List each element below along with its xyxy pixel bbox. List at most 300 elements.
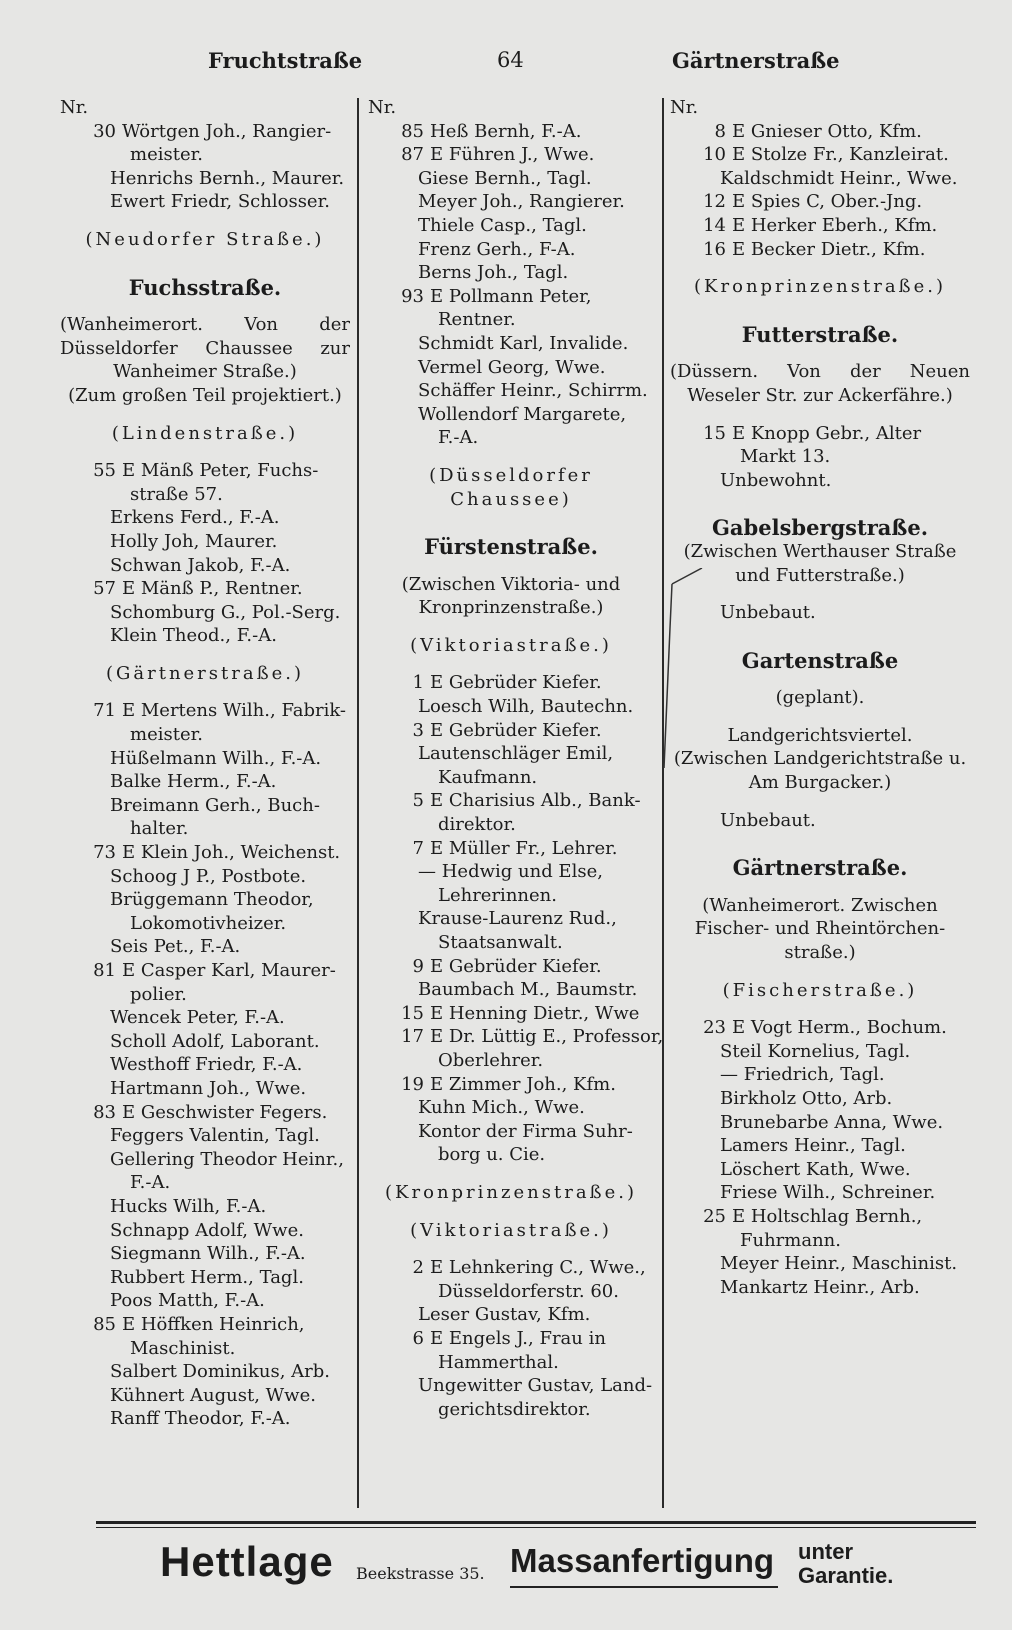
entry-text: (Zwischen Viktoria- und — [401, 573, 621, 595]
entry-text: E Gebrüder Kiefer. — [430, 672, 602, 694]
resident-entry — [60, 1030, 350, 1054]
resident-entry — [670, 120, 970, 144]
resident-entry — [670, 1181, 970, 1205]
house-number: 83 — [93, 1101, 116, 1123]
entry-text: Schwan Jakob, F.-A. — [110, 554, 291, 576]
resident-entry — [670, 1087, 970, 1111]
entry-text: Poos Matth, F.-A. — [110, 1290, 265, 1312]
resident-entry — [670, 809, 970, 833]
resident-entry — [670, 1040, 970, 1064]
entry-text: Heß Bernh, F.-A. — [430, 120, 582, 142]
house-number: 57 — [93, 578, 116, 600]
entry-text: F.-A. — [130, 1172, 171, 1194]
resident-entry — [60, 770, 350, 794]
resident-entry — [368, 1073, 654, 1097]
street-heading — [60, 276, 350, 300]
resident-entry — [60, 1360, 350, 1384]
resident-entry — [368, 1280, 654, 1304]
entry-text: F.-A. — [438, 427, 479, 449]
entry-text: E Gebrüder Kiefer. — [430, 955, 602, 977]
house-number: 9 — [412, 955, 424, 977]
resident-entry — [368, 1256, 654, 1280]
cross-street — [368, 488, 654, 512]
entry-text: Ranff Theodor, F.-A. — [110, 1408, 291, 1430]
column-divider — [662, 98, 664, 1508]
street-description — [60, 360, 350, 384]
resident-entry — [60, 530, 350, 554]
spacer — [368, 559, 654, 573]
resident-entry — [60, 1006, 350, 1030]
spacer — [670, 795, 970, 809]
street-description — [670, 894, 970, 918]
entry-text: Salbert Dominikus, Arb. — [110, 1361, 331, 1383]
resident-entry — [60, 983, 350, 1007]
entry-text: Futterstraße. — [741, 321, 899, 347]
entry-text: E Müller Fr., Lehrer. — [430, 837, 618, 859]
street-description — [670, 540, 970, 564]
house-number: 30 — [93, 120, 116, 142]
ad-slogan: Massanfertigung — [510, 1542, 775, 1579]
entry-text: (Kronprinzenstraße.) — [694, 276, 946, 298]
resident-entry — [60, 1077, 350, 1101]
resident-entry — [60, 96, 350, 120]
entry-text: Kaldschmidt Heinr., Wwe. — [720, 167, 958, 189]
entry-text: (Zwischen Werthauser Straße — [683, 540, 957, 562]
resident-entry — [60, 1124, 350, 1148]
resident-entry — [60, 1053, 350, 1077]
resident-entry — [670, 1158, 970, 1182]
resident-entry — [368, 1096, 654, 1120]
header-left-street: Fruchtstraße — [208, 48, 363, 73]
entry-text: Fischer- und Rheintörchen- — [694, 918, 946, 940]
entry-text: — Hedwig und Else, — [418, 861, 603, 883]
resident-entry — [368, 1025, 664, 1049]
spacer — [368, 620, 654, 634]
entry-text: (Viktoriastraße.) — [410, 1219, 612, 1241]
resident-entry — [368, 789, 654, 813]
entry-text: E Henning Dietr., Wwe — [430, 1002, 640, 1024]
cross-street — [670, 275, 970, 299]
street-description — [670, 360, 970, 384]
resident-entry — [60, 1337, 350, 1361]
entry-text: Vermel Georg, Wwe. — [418, 356, 606, 378]
cross-street — [368, 464, 654, 488]
entry-text: Maschinist. — [130, 1337, 236, 1359]
resident-entry — [60, 1313, 350, 1337]
street-description — [670, 384, 970, 408]
resident-entry — [368, 238, 654, 262]
resident-entry — [60, 1148, 350, 1172]
entry-text: E Höffken Heinrich, — [122, 1313, 305, 1335]
resident-entry — [60, 554, 350, 578]
resident-entry — [368, 356, 654, 380]
entry-text: E Becker Dietr., Kfm. — [732, 238, 926, 260]
ad-guarantee-line: Garantie. — [798, 1563, 894, 1588]
resident-entry — [60, 794, 350, 818]
resident-entry — [60, 841, 350, 865]
spacer — [670, 261, 970, 275]
resident-entry — [60, 1289, 350, 1313]
street-description — [368, 596, 654, 620]
resident-entry — [60, 1195, 350, 1219]
resident-entry — [368, 308, 654, 332]
resident-entry — [60, 624, 350, 648]
entry-text: E Führen J., Wwe. — [430, 144, 595, 166]
resident-entry — [368, 695, 654, 719]
resident-entry — [368, 907, 654, 931]
street-heading — [670, 516, 970, 540]
entry-text: E Mertens Wilh., Fabrik- — [122, 700, 346, 722]
entry-text: Kontor der Firma Suhr- — [418, 1120, 633, 1142]
resident-entry — [368, 167, 654, 191]
column-2 — [368, 96, 664, 1421]
resident-entry — [368, 955, 654, 979]
entry-text: Ewert Friedr, Schlosser. — [110, 191, 330, 213]
entry-text: Rentner. — [438, 309, 516, 331]
entry-text: Brunebarbe Anna, Wwe. — [720, 1111, 944, 1133]
resident-entry — [60, 1171, 350, 1195]
entry-text: (Gärtnerstraße.) — [105, 662, 305, 684]
resident-entry — [670, 1229, 970, 1253]
resident-entry — [670, 96, 970, 120]
house-number: 93 — [401, 285, 424, 307]
street-heading — [670, 323, 970, 347]
resident-entry — [368, 742, 654, 766]
entry-text: E Mänß P., Rentner. — [122, 578, 303, 600]
spacer — [670, 965, 970, 979]
house-number: 17 — [401, 1026, 424, 1048]
house-number: 73 — [93, 842, 116, 864]
advertisement-footer — [0, 1528, 1012, 1608]
spacer — [670, 832, 970, 856]
entry-text: Löschert Kath, Wwe. — [720, 1158, 911, 1180]
spacer — [60, 685, 350, 699]
entry-text: (Wanheimerort. Zwischen — [702, 894, 938, 916]
entry-text: Scholl Adolf, Laborant. — [110, 1030, 320, 1052]
entry-text: Giese Bernh., Tagl. — [418, 167, 592, 189]
header-right-street: Gärtnerstraße — [672, 48, 840, 73]
spacer — [368, 511, 654, 535]
entry-text: Weseler Str. zur Ackerfähre.) — [687, 384, 953, 406]
entry-text: E Geschwister Fegers. — [122, 1101, 328, 1123]
column-1 — [60, 96, 350, 1431]
resident-entry — [368, 96, 654, 120]
house-number: 25 — [703, 1205, 726, 1227]
resident-entry — [670, 445, 970, 469]
entry-text: Nr. — [368, 97, 397, 118]
entry-text: E Mänß Peter, Fuchs- — [122, 460, 319, 482]
resident-entry — [670, 1016, 970, 1040]
entry-text: Gartenstraße — [741, 647, 899, 673]
entry-text: Henrichs Bernh., Maurer. — [110, 167, 345, 189]
house-number: 19 — [401, 1073, 424, 1095]
resident-entry — [368, 120, 654, 144]
resident-entry — [60, 723, 350, 747]
spacer — [368, 1205, 654, 1219]
entry-text: polier. — [130, 983, 187, 1005]
entry-text: (Wanheimerort. Von der — [60, 314, 350, 336]
entry-text: direktor. — [438, 814, 516, 836]
entry-text: E Knopp Gebr., Alter — [732, 422, 922, 444]
house-number: 71 — [93, 700, 116, 722]
entry-text: (Zum großen Teil projektiert.) — [68, 384, 342, 406]
entry-text: Berns Joh., Tagl. — [418, 262, 569, 284]
street-description — [670, 941, 970, 965]
entry-text: Steil Kornelius, Tagl. — [720, 1040, 911, 1062]
street-description — [368, 573, 654, 597]
spacer — [670, 408, 970, 422]
entry-text: Unbebaut. — [720, 809, 816, 831]
resident-entry — [60, 1101, 350, 1125]
resident-entry — [368, 1303, 654, 1327]
spacer — [670, 299, 970, 323]
house-number: 85 — [93, 1313, 116, 1335]
entry-text: E Casper Karl, Maurer- — [122, 960, 336, 981]
entry-text: Schomburg G., Pol.-Serg. — [110, 601, 341, 623]
resident-entry — [368, 671, 654, 695]
street-description — [60, 337, 350, 361]
entry-text: E Pollmann Peter, — [430, 285, 592, 307]
resident-entry — [60, 143, 350, 167]
entry-text: Kuhn Mich., Wwe. — [418, 1097, 585, 1119]
entry-text: und Futterstraße.) — [735, 564, 905, 586]
page-header — [0, 48, 1012, 88]
entry-text: meister. — [130, 144, 203, 166]
ad-address: Beekstrasse 35. — [356, 1564, 485, 1583]
resident-entry — [60, 577, 350, 601]
resident-entry — [368, 766, 654, 790]
entry-text: E Dr. Lüttig E., Professor, — [430, 1026, 664, 1048]
entry-text: (geplant). — [775, 687, 865, 709]
spacer — [670, 346, 970, 360]
street-description — [60, 384, 350, 408]
entry-text: (Lindenstraße.) — [111, 422, 299, 444]
entry-text: E Gebrüder Kiefer. — [430, 719, 602, 741]
entry-text: Lehrerinnen. — [438, 884, 557, 906]
entry-text: straße 57. — [130, 483, 223, 505]
entry-text: Seis Pet., F.-A. — [110, 936, 241, 958]
entry-text: (Fischerstraße.) — [722, 979, 918, 1001]
entry-text: (Viktoriastraße.) — [410, 634, 612, 656]
entry-text: Oberlehrer. — [438, 1049, 544, 1071]
resident-entry — [368, 285, 654, 309]
entry-text: Krause-Laurenz Rud., — [418, 908, 617, 930]
resident-entry — [368, 837, 654, 861]
resident-entry — [60, 1384, 350, 1408]
resident-entry — [368, 1327, 654, 1351]
resident-entry — [670, 190, 970, 214]
resident-entry — [368, 332, 654, 356]
resident-entry — [60, 190, 350, 214]
entry-text: Gellering Theodor Heinr., — [110, 1148, 344, 1170]
entry-text: Unbebaut. — [720, 602, 816, 624]
resident-entry — [368, 1002, 654, 1026]
spacer — [60, 214, 350, 228]
resident-entry — [368, 403, 654, 427]
entry-text: Kaufmann. — [438, 766, 538, 788]
page-number: 64 — [497, 48, 524, 72]
house-number: 3 — [412, 719, 424, 741]
footer-rule — [96, 1521, 976, 1524]
entry-text: Unbewohnt. — [720, 469, 832, 491]
entry-text: Breimann Gerh., Buch- — [110, 794, 320, 816]
entry-text: Wanheimer Straße.) — [113, 361, 297, 383]
resident-entry — [368, 978, 654, 1002]
house-number: 23 — [703, 1017, 726, 1039]
house-number: 2 — [412, 1257, 424, 1279]
resident-entry — [60, 167, 350, 191]
resident-entry — [368, 1143, 654, 1167]
entry-text: Mankartz Heinr., Arb. — [720, 1276, 920, 1298]
entry-text: Klein Theod., F.-A. — [110, 625, 277, 647]
resident-entry — [60, 506, 350, 530]
resident-entry — [60, 959, 350, 983]
entry-text: Siegmann Wilh., F.-A. — [110, 1243, 306, 1265]
entry-text: Staatsanwalt. — [438, 932, 563, 953]
house-number: 55 — [93, 460, 116, 482]
entry-text: E Charisius Alb., Bank- — [430, 790, 641, 812]
spacer — [368, 450, 654, 464]
pencil-mark — [662, 568, 742, 768]
resident-entry — [60, 459, 350, 483]
resident-entry — [368, 190, 654, 214]
resident-entry — [60, 120, 350, 144]
entry-text: Markt 13. — [740, 446, 831, 468]
entry-text: E Klein Joh., Weichenst. — [122, 842, 341, 864]
entry-text: Hartmann Joh., Wwe. — [110, 1077, 307, 1099]
entry-text: Erkens Ferd., F.-A. — [110, 507, 280, 529]
resident-entry — [670, 1134, 970, 1158]
resident-entry — [60, 483, 350, 507]
cross-street — [368, 634, 654, 658]
house-number: 5 — [412, 790, 424, 812]
resident-entry — [60, 817, 350, 841]
cross-street — [670, 979, 970, 1003]
entry-text: (Kronprinzenstraße.) — [385, 1181, 637, 1203]
resident-entry — [368, 884, 654, 908]
entry-text: Düsseldorferstr. 60. — [438, 1280, 619, 1302]
resident-entry — [368, 379, 654, 403]
resident-entry — [670, 214, 970, 238]
entry-text: Meyer Joh., Rangierer. — [418, 191, 625, 213]
entry-text: E Spies C, Ober.-Jng. — [732, 191, 923, 213]
entry-text: Balke Herm., F.-A. — [110, 771, 277, 793]
entry-text: Feggers Valentin, Tagl. — [110, 1125, 320, 1147]
street-description — [60, 313, 350, 337]
entry-text: Nr. — [60, 97, 89, 118]
column-divider — [357, 98, 359, 1508]
spacer — [670, 1002, 970, 1016]
entry-text: Hüßelmann Wilh., F.-A. — [110, 747, 322, 769]
entry-text: Thiele Casp., Tagl. — [418, 214, 587, 236]
entry-text: Nr. — [670, 97, 699, 118]
spacer — [368, 657, 654, 671]
entry-text: Schnapp Adolf, Wwe. — [110, 1219, 304, 1241]
spacer — [670, 492, 970, 516]
resident-entry — [670, 238, 970, 262]
entry-text: Leser Gustav, Kfm. — [418, 1304, 591, 1326]
spacer — [368, 1167, 654, 1181]
house-number: 10 — [703, 144, 726, 166]
entry-text: E Herker Eberh., Kfm. — [732, 214, 938, 236]
resident-entry — [670, 1276, 970, 1300]
entry-text: E Engels J., Frau in — [430, 1327, 606, 1349]
entry-text: (Düsseldorfer — [429, 464, 593, 486]
entry-text: (Neudorfer Straße.) — [85, 228, 325, 250]
house-number: 7 — [412, 837, 424, 859]
entry-text: Am Burgacker.) — [748, 772, 892, 794]
slogan-underline — [510, 1586, 778, 1588]
entry-text: Hucks Wilh, F.-A. — [110, 1195, 267, 1217]
entry-text: E Stolze Fr., Kanzleirat. — [732, 144, 949, 166]
resident-entry — [368, 1120, 654, 1144]
spacer — [670, 880, 970, 894]
entry-text: borg u. Cie. — [438, 1144, 546, 1166]
resident-entry — [670, 167, 970, 191]
entry-text: (Düssern. Von der Neuen — [670, 361, 970, 383]
resident-entry — [368, 931, 654, 955]
ad-brand: Hettlage — [160, 1538, 334, 1585]
house-number: 87 — [401, 144, 424, 166]
ad-guarantee-line: unter — [798, 1539, 853, 1564]
resident-entry — [670, 1111, 970, 1135]
resident-entry — [670, 1252, 970, 1276]
resident-entry — [368, 1374, 654, 1398]
entry-text: Fürstenstraße. — [424, 534, 598, 560]
entry-text: E Holtschlag Bernh., — [732, 1205, 923, 1227]
resident-entry — [670, 422, 970, 446]
entry-text: Schmidt Karl, Invalide. — [418, 332, 629, 354]
entry-text: Meyer Heinr., Maschinist. — [720, 1253, 958, 1275]
resident-entry — [60, 601, 350, 625]
resident-entry — [60, 865, 350, 889]
resident-entry — [368, 214, 654, 238]
cross-street — [60, 422, 350, 446]
entry-text: halter. — [130, 818, 189, 840]
resident-entry — [670, 143, 970, 167]
entry-text: Wollendorf Margarete, — [418, 403, 627, 425]
street-heading — [368, 535, 654, 559]
entry-text: Wörtgen Joh., Rangier- — [122, 120, 332, 142]
cross-street — [60, 228, 350, 252]
resident-entry — [60, 747, 350, 771]
resident-entry — [670, 1063, 970, 1087]
resident-entry — [60, 912, 350, 936]
house-number: 81 — [93, 960, 116, 981]
entry-text: Loesch Wilh, Bautechn. — [418, 696, 634, 718]
street-description — [670, 771, 970, 795]
entry-text: Landgerichtsviertel. — [727, 724, 913, 746]
house-number: 85 — [401, 120, 424, 142]
house-number: 12 — [703, 191, 726, 213]
resident-entry — [670, 469, 970, 493]
entry-text: Gabelsbergstraße. — [712, 515, 928, 541]
resident-entry — [368, 426, 654, 450]
entry-text: Gärtnerstraße. — [732, 855, 908, 881]
house-number: 8 — [714, 120, 726, 142]
entry-text: Fuhrmann. — [740, 1229, 841, 1251]
resident-entry — [60, 935, 350, 959]
entry-text: Lautenschläger Emil, — [418, 743, 614, 765]
entry-text: E Zimmer Joh., Kfm. — [430, 1073, 616, 1095]
resident-entry — [60, 1266, 350, 1290]
resident-entry — [368, 261, 654, 285]
entry-text: straße.) — [784, 942, 856, 964]
street-heading — [670, 856, 970, 880]
entry-text: E Vogt Herm., Bochum. — [732, 1017, 947, 1039]
entry-text: gerichtsdirektor. — [438, 1398, 591, 1420]
spacer — [60, 408, 350, 422]
